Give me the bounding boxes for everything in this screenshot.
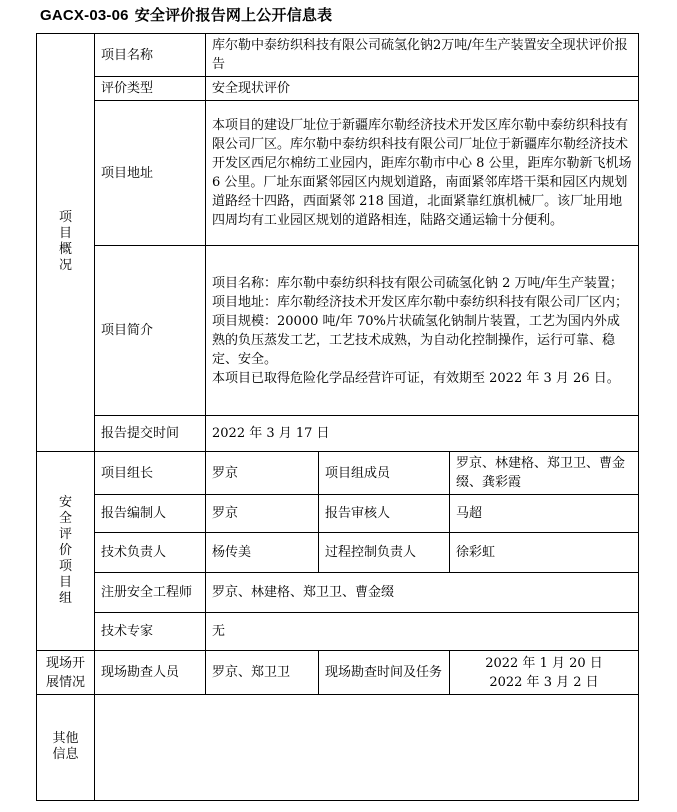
row-other-info bbox=[37, 695, 639, 801]
row-safety-engineer bbox=[37, 573, 639, 613]
label-tech-expert: 技术专家 bbox=[95, 613, 206, 651]
value-project-intro bbox=[206, 246, 639, 416]
label-tech-lead: 技术负责人 bbox=[95, 533, 206, 573]
page-title bbox=[40, 4, 660, 25]
value-tech-expert: 无 bbox=[206, 613, 639, 651]
row-eval-type bbox=[37, 77, 639, 101]
label-report-author: 报告编制人 bbox=[95, 495, 206, 533]
intro-line: 项目地址：库尔勒经济技术开发区库尔勒中泰纺织科技有限公司厂区内； bbox=[212, 294, 629, 310]
label-site-time: 现场勘查时间及任务 bbox=[319, 651, 450, 695]
label-report-reviewer: 报告审核人 bbox=[319, 495, 450, 533]
intro-line: 本项目已取得危险化学品经营许可证，有效期至 2022 年 3 月 26 日。 bbox=[212, 370, 620, 386]
value-team-leader: 罗京 bbox=[206, 452, 319, 495]
section-site: 现场开展情况 bbox=[37, 651, 95, 695]
section-other: 其他信息 bbox=[37, 695, 95, 801]
value-submit-time: 2022 年 3 月 17 日 bbox=[206, 416, 639, 452]
label-safety-engineer: 注册安全工程师 bbox=[95, 573, 206, 613]
intro-line: 项目名称：库尔勒中泰纺织科技有限公司硫氢化钠 2 万吨/年生产装置； bbox=[212, 275, 623, 291]
site-date: 2022 年 1 月 20 日 bbox=[485, 655, 603, 671]
label-team-members: 项目组成员 bbox=[319, 452, 450, 495]
row-team-leader bbox=[37, 452, 639, 495]
label-project-address: 项目地址 bbox=[95, 101, 206, 246]
label-eval-type: 评价类型 bbox=[95, 77, 206, 101]
row-tech-expert bbox=[37, 613, 639, 651]
value-process-lead: 徐彩虹 bbox=[450, 533, 639, 573]
row-project-name bbox=[37, 34, 639, 77]
label-project-name: 项目名称 bbox=[95, 34, 206, 77]
row-project-intro bbox=[37, 246, 639, 416]
intro-line: 项目规模：20000 吨/年 70%片状硫氢化钠制片装置，工艺为国内外成熟的负压蒸发工艺，工艺技术成熟，为自动化控制操作，运行可靠、稳定、安全。 bbox=[212, 313, 620, 367]
value-site-time bbox=[450, 651, 639, 695]
section-team: 安全评价项目组 bbox=[37, 452, 95, 651]
value-team-members: 罗京、林建格、郑卫卫、曹金缀、龚彩霞 bbox=[450, 452, 639, 495]
value-tech-lead: 杨传美 bbox=[206, 533, 319, 573]
value-eval-type: 安全现状评价 bbox=[206, 77, 639, 101]
info-table bbox=[36, 33, 639, 801]
value-report-author: 罗京 bbox=[206, 495, 319, 533]
label-team-leader: 项目组长 bbox=[95, 452, 206, 495]
row-submit-time bbox=[37, 416, 639, 452]
label-site-staff: 现场勘查人员 bbox=[95, 651, 206, 695]
form-code: GACX-03-06 bbox=[40, 7, 129, 24]
label-project-intro: 项目简介 bbox=[95, 246, 206, 416]
value-other-info bbox=[95, 695, 639, 801]
label-process-lead: 过程控制负责人 bbox=[319, 533, 450, 573]
value-site-staff: 罗京、郑卫卫 bbox=[206, 651, 319, 695]
site-date: 2022 年 3 月 2 日 bbox=[489, 674, 599, 690]
section-overview: 项目概况 bbox=[37, 34, 95, 452]
row-report-author bbox=[37, 495, 639, 533]
row-site-work bbox=[37, 651, 639, 695]
value-project-address: 本项目的建设厂址位于新疆库尔勒经济技术开发区库尔勒中泰纺织科技有限公司厂区。库尔勒中泰纺织科技有限公司厂址位于新疆库尔勒经济技术开发区西尼尔棉纺工业园内，距库尔勒市中心 8 公里，距库尔勒新飞机场 6 公里。厂址东面紧邻园区内规划道路，南面紧邻库塔干渠和园区内规划道路经十四路，西面紧邻 218 国道，北面紧靠红旗机械厂。该厂址用地四周均有工业园区规划的道路相连，陆路交通运输十分便利。 bbox=[206, 101, 639, 246]
value-safety-engineer: 罗京、林建格、郑卫卫、曹金缀 bbox=[206, 573, 639, 613]
value-project-name: 库尔勒中泰纺织科技有限公司硫氢化钠2万吨/年生产装置安全现状评价报告 bbox=[206, 34, 639, 77]
form-title: 安全评价报告网上公开信息表 bbox=[134, 6, 333, 24]
label-submit-time: 报告提交时间 bbox=[95, 416, 206, 452]
row-tech-lead bbox=[37, 533, 639, 573]
value-report-reviewer: 马超 bbox=[450, 495, 639, 533]
row-project-address bbox=[37, 101, 639, 246]
